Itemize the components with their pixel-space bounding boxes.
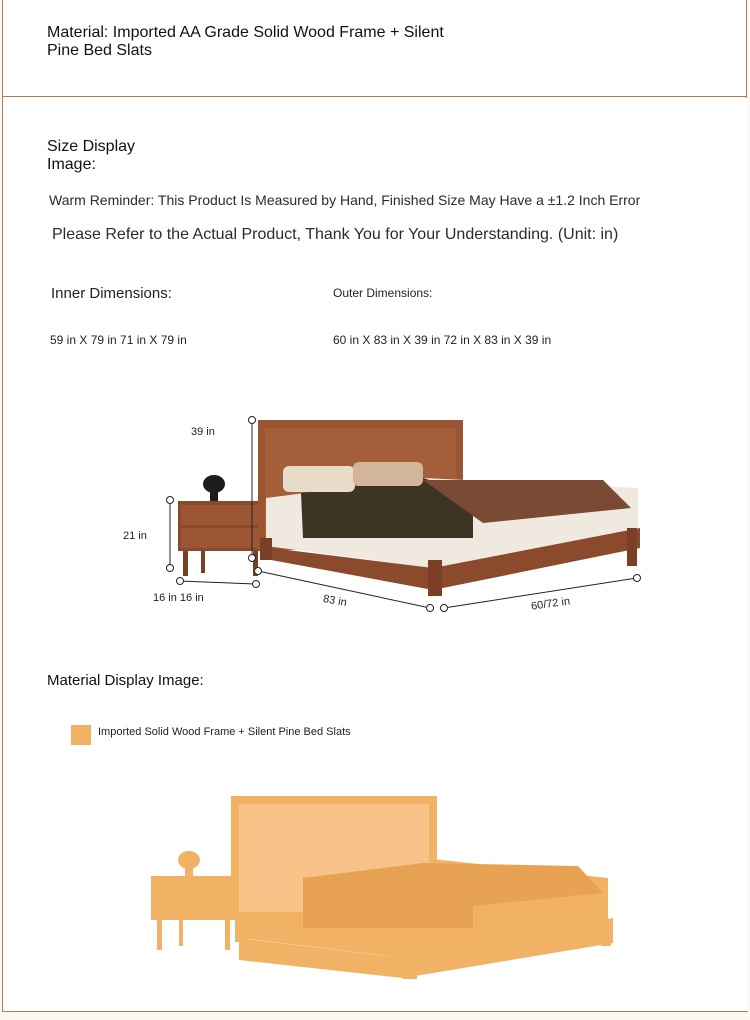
inner-dimensions-value: 59 in X 79 in 71 in X 79 in (50, 333, 187, 347)
dimension-length-label: 83 in (322, 593, 348, 609)
size-display-title: Size Display Image: (47, 138, 136, 173)
dimension-height-label: 39 in (191, 426, 215, 438)
material-bed-illustration (3, 98, 748, 1012)
warm-reminder-line2: Please Refer to the Actual Product, Thank You for Your Understanding. (Unit: in) (52, 226, 619, 243)
dimension-width-label: 60/72 in (530, 595, 571, 613)
size-section (3, 98, 748, 1012)
material-display-title: Material Display Image: (47, 672, 204, 689)
outer-dimensions-label: Outer Dimensions: (333, 286, 433, 300)
material-swatch-label: Imported Solid Wood Frame + Silent Pine Bed Slats (98, 726, 351, 738)
material-header-box (3, 0, 746, 97)
warm-reminder-line1: Warm Reminder: This Product Is Measured by Hand, Finished Size May Have a ±1.2 Inch Error (49, 192, 641, 208)
outer-dimensions-value: 60 in X 83 in X 39 in 72 in X 83 in X 39 in (333, 333, 552, 347)
material-title: Material: Imported AA Grade Solid Wood Frame + Silent Pine Bed Slats (47, 24, 444, 59)
inner-dimensions-label: Inner Dimensions: (51, 285, 172, 302)
dimension-nightstand-footprint-label: 16 in 16 in (153, 592, 204, 604)
dimension-nightstand-height-label: 21 in (123, 530, 147, 542)
page-frame (2, 0, 747, 1012)
